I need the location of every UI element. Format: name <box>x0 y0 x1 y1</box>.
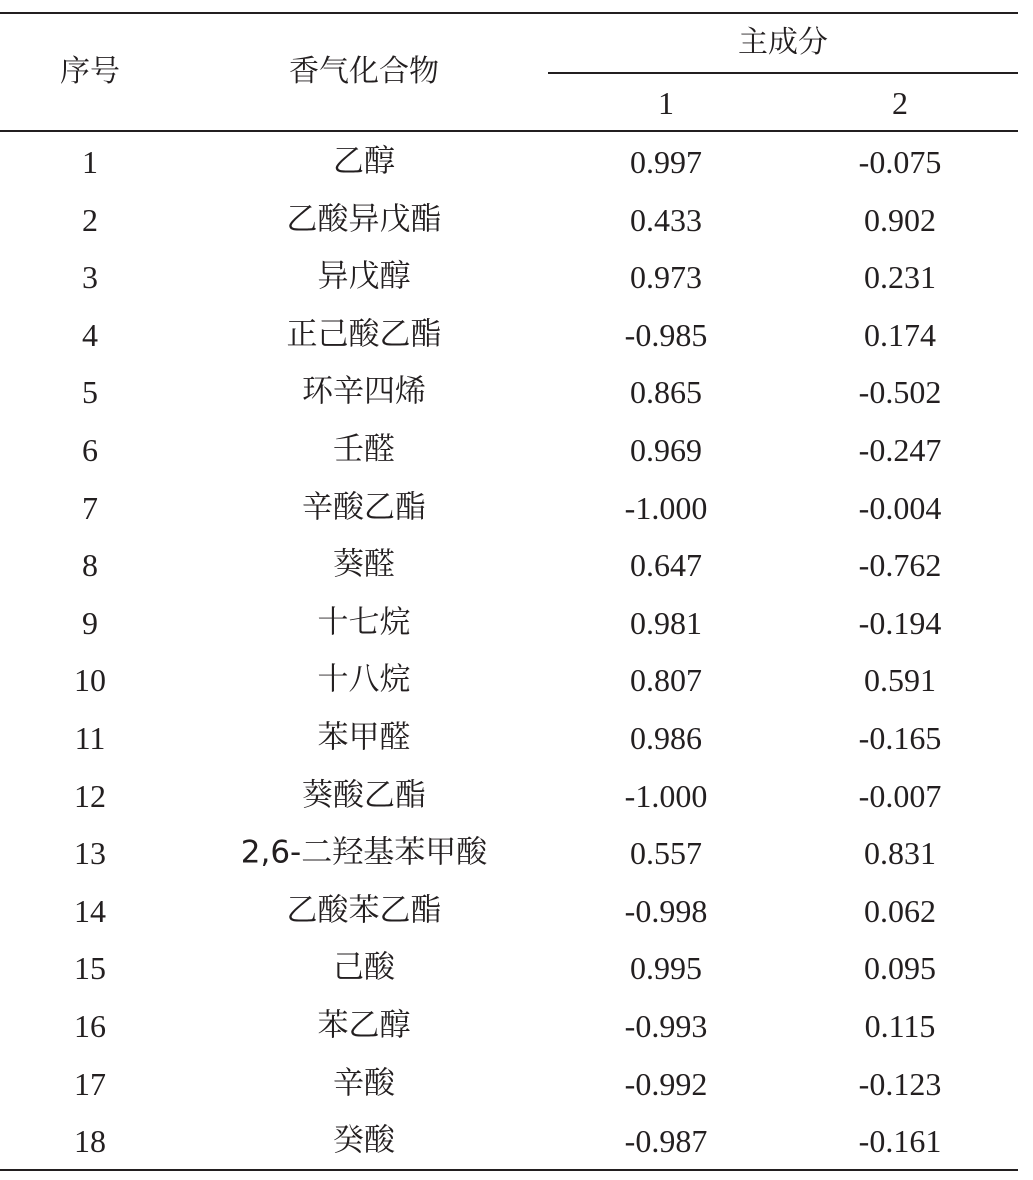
cell-index: 12 <box>74 777 106 814</box>
header-pc1: 1 <box>658 85 674 121</box>
cell-index: 5 <box>82 374 98 411</box>
cell-compound: 辛酸 <box>333 1065 395 1102</box>
cell-pc2: 0.174 <box>864 316 936 353</box>
cell-compound: 己酸 <box>333 949 395 986</box>
cell-pc2: 0.062 <box>864 892 936 929</box>
cell-pc1: 0.995 <box>630 950 702 987</box>
cell-index: 10 <box>74 662 106 699</box>
cell-compound: 葵酸乙酯 <box>302 777 426 814</box>
cell-index: 13 <box>74 835 106 872</box>
cell-index: 14 <box>74 892 106 929</box>
cell-pc2: 0.095 <box>864 950 936 987</box>
cell-pc1: 0.807 <box>630 662 702 699</box>
cell-index: 8 <box>82 547 98 584</box>
cell-pc2: 0.831 <box>864 835 936 872</box>
cell-compound: 壬醛 <box>333 431 395 468</box>
cell-pc2: 0.115 <box>864 1008 936 1044</box>
cell-index: 16 <box>74 1008 106 1044</box>
cell-pc2: -0.502 <box>858 374 942 411</box>
cell-index: 11 <box>74 720 106 756</box>
header-pc2: 2 <box>892 85 908 121</box>
cell-compound: 环辛四烯 <box>302 373 426 410</box>
bottom-rule <box>0 1169 1018 1171</box>
cell-pc1: 0.433 <box>630 201 702 238</box>
cell-pc2: -0.007 <box>858 777 942 814</box>
cell-pc1: 0.969 <box>630 432 702 468</box>
cell-compound: 十七烷 <box>317 604 411 641</box>
cell-index: 9 <box>82 604 98 641</box>
cell-pc1: 0.986 <box>630 720 702 756</box>
cell-pc1: -0.992 <box>624 1065 708 1102</box>
cell-pc1: 0.973 <box>630 259 702 296</box>
cell-index: 15 <box>74 950 106 987</box>
header-principal-component: 主成分 <box>738 25 828 60</box>
cell-pc1: -0.987 <box>624 1123 708 1160</box>
cell-pc1: -1.000 <box>624 777 708 814</box>
cell-compound: 正己酸乙酯 <box>286 316 442 353</box>
cell-index: 17 <box>74 1065 106 1102</box>
cell-pc2: 0.591 <box>864 662 936 699</box>
cell-index: 3 <box>82 259 98 296</box>
cell-index: 7 <box>82 489 98 526</box>
cell-pc1: -1.000 <box>624 489 708 526</box>
cell-index: 2 <box>82 201 98 238</box>
cell-pc1: -0.993 <box>624 1008 708 1044</box>
cell-compound: 葵醛 <box>333 546 395 583</box>
cell-pc2: -0.762 <box>858 547 942 584</box>
cell-pc2: -0.165 <box>858 720 942 756</box>
cell-compound: 苯甲醛 <box>317 719 411 756</box>
top-rule <box>0 12 1018 14</box>
cell-pc1: -0.998 <box>624 892 708 929</box>
group-rule <box>548 72 1018 74</box>
cell-pc2: -0.161 <box>858 1123 942 1160</box>
cell-index: 4 <box>82 316 98 353</box>
cell-index: 6 <box>82 432 98 468</box>
cell-compound: 异戊醇 <box>317 258 411 295</box>
cell-compound: 十八烷 <box>317 661 411 698</box>
cell-compound: 苯乙醇 <box>317 1007 411 1044</box>
header-compound: 香气化合物 <box>289 54 439 89</box>
cell-pc2: 0.902 <box>864 201 936 238</box>
cell-index: 1 <box>82 144 98 180</box>
cell-compound: 辛酸乙酯 <box>302 489 426 526</box>
cell-pc2: -0.075 <box>858 144 942 180</box>
cell-compound: 乙醇 <box>333 143 395 180</box>
cell-pc1: -0.985 <box>624 316 708 353</box>
cell-pc2: -0.194 <box>858 604 942 641</box>
cell-pc2: 0.231 <box>864 259 936 296</box>
cell-pc1: 0.865 <box>630 374 702 411</box>
cell-pc2: -0.247 <box>858 432 942 468</box>
cell-pc1: 0.981 <box>630 604 702 641</box>
cell-pc1: 0.997 <box>630 144 702 180</box>
cell-compound: 乙酸苯乙酯 <box>286 892 442 929</box>
cell-compound: 乙酸异戊酯 <box>286 201 442 238</box>
cell-pc1: 0.647 <box>630 547 702 584</box>
cell-index: 18 <box>74 1123 106 1160</box>
header-rule <box>0 130 1018 132</box>
cell-pc2: -0.004 <box>858 489 942 526</box>
cell-pc2: -0.123 <box>858 1065 942 1102</box>
cell-pc1: 0.557 <box>630 835 702 872</box>
cell-compound: 癸酸 <box>333 1122 395 1159</box>
cell-compound: 2,6-二羟基苯甲酸 <box>240 834 488 871</box>
header-index: 序号 <box>60 54 120 89</box>
